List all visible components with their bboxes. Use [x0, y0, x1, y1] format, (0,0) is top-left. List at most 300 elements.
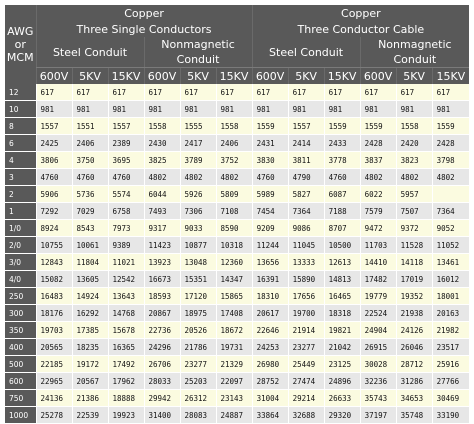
table-cell: 21982 — [432, 322, 469, 339]
table-cell: 21386 — [72, 390, 108, 407]
wire-size-cell: 1 — [5, 203, 36, 220]
table-cell: 16365 — [108, 339, 144, 356]
table-cell: 14410 — [360, 254, 396, 271]
table-cell: 23277 — [180, 356, 216, 373]
table-cell: 19700 — [288, 305, 324, 322]
table-cell: 11045 — [288, 237, 324, 254]
table-cell: 2428 — [360, 135, 396, 152]
wire-size-cell: 3/0 — [5, 254, 36, 271]
table-cell: 3823 — [396, 152, 432, 169]
table-cell: 8707 — [324, 220, 360, 237]
table-cell: 5989 — [252, 186, 288, 203]
table-cell: 11528 — [396, 237, 432, 254]
table-cell: 9317 — [144, 220, 180, 237]
table-cell: 22539 — [72, 407, 108, 424]
table-cell: 1555 — [180, 118, 216, 135]
table-cell: 4790 — [288, 169, 324, 186]
table-cell: 22646 — [252, 322, 288, 339]
table-row — [5, 101, 469, 118]
table-cell: 16292 — [72, 305, 108, 322]
table-cell: 13643 — [108, 288, 144, 305]
table-cell: 22736 — [144, 322, 180, 339]
table-cell: 19703 — [36, 322, 72, 339]
table-cell: 22185 — [36, 356, 72, 373]
table-cell: 7292 — [36, 203, 72, 220]
wire-size-cell: 600 — [5, 373, 36, 390]
table-cell: 981 — [36, 101, 72, 118]
table-cell: 1559 — [360, 118, 396, 135]
table-cell: 10877 — [180, 237, 216, 254]
table-cell: 22965 — [36, 373, 72, 390]
table-cell: 12613 — [324, 254, 360, 271]
table-cell: 26633 — [324, 390, 360, 407]
table-cell: 19731 — [216, 339, 252, 356]
table-cell: 3778 — [324, 152, 360, 169]
wire-size-cell: 1000 — [5, 407, 36, 424]
wire-size-cell: 350 — [5, 322, 36, 339]
table-row — [5, 288, 469, 305]
wire-size-cell: 8 — [5, 118, 36, 135]
table-cell: 981 — [144, 101, 180, 118]
table-row — [5, 118, 469, 135]
table-cell: 17385 — [72, 322, 108, 339]
table-cell: 3752 — [216, 152, 252, 169]
table-cell: 12843 — [36, 254, 72, 271]
awg-header-label: AWG or MCM — [6, 25, 34, 64]
table-cell: 24136 — [36, 390, 72, 407]
table-cell: 16465 — [324, 288, 360, 305]
table-cell: 617 — [324, 84, 360, 101]
table-cell: 1557 — [36, 118, 72, 135]
table-cell: 7108 — [216, 203, 252, 220]
table-cell: 20867 — [144, 305, 180, 322]
table-cell: 20526 — [180, 322, 216, 339]
voltage-header: 5KV — [396, 68, 432, 85]
voltage-header: 15KV — [324, 68, 360, 85]
table-cell: 3830 — [252, 152, 288, 169]
table-cell: 9472 — [360, 220, 396, 237]
table-cell: 617 — [432, 84, 469, 101]
table-cell: 22097 — [216, 373, 252, 390]
awg-header — [5, 5, 36, 84]
table-cell: 2414 — [288, 135, 324, 152]
conduit-header: Nonmagnetic Conduit — [360, 37, 469, 68]
table-cell: 19821 — [324, 322, 360, 339]
table-cell: 9052 — [432, 220, 469, 237]
table-cell: 2433 — [324, 135, 360, 152]
table-cell: 35743 — [360, 390, 396, 407]
table-cell: 617 — [144, 84, 180, 101]
wire-size-cell: 3 — [5, 169, 36, 186]
table-cell: 617 — [36, 84, 72, 101]
table-cell: 2425 — [36, 135, 72, 152]
table-cell: 17656 — [288, 288, 324, 305]
table-cell: 617 — [252, 84, 288, 101]
table-cell: 7973 — [108, 220, 144, 237]
table-cell: 17962 — [108, 373, 144, 390]
table-row — [5, 390, 469, 407]
table-cell: 28033 — [144, 373, 180, 390]
table-cell: 21938 — [396, 305, 432, 322]
table-cell: 4802 — [144, 169, 180, 186]
table-cell: 11423 — [144, 237, 180, 254]
table-row — [5, 169, 469, 186]
voltage-header-row — [5, 68, 469, 85]
table-cell: 28712 — [396, 356, 432, 373]
table-cell: 6044 — [144, 186, 180, 203]
subgroup-header-single: Three Single Conductors — [36, 22, 252, 37]
table-cell: 18310 — [252, 288, 288, 305]
table-row — [5, 203, 469, 220]
table-cell: 17492 — [108, 356, 144, 373]
conduit-header: Nonmagnetic Conduit — [144, 37, 252, 68]
table-cell: 981 — [216, 101, 252, 118]
voltage-header: 600V — [360, 68, 396, 85]
table-cell: 20163 — [432, 305, 469, 322]
table-cell: 5906 — [36, 186, 72, 203]
table-cell: 37197 — [360, 407, 396, 424]
table-cell: 18975 — [180, 305, 216, 322]
table-cell: 5827 — [288, 186, 324, 203]
wire-size-cell: 400 — [5, 339, 36, 356]
table-cell: 4802 — [216, 169, 252, 186]
table-row — [5, 186, 469, 203]
table-cell: 13656 — [252, 254, 288, 271]
table-cell: 2406 — [72, 135, 108, 152]
table-cell: 9209 — [252, 220, 288, 237]
table-cell: 19779 — [360, 288, 396, 305]
table-cell: 20565 — [36, 339, 72, 356]
table-cell: 2417 — [180, 135, 216, 152]
table-cell: 10755 — [36, 237, 72, 254]
table-cell: 2420 — [396, 135, 432, 152]
table-cell: 6022 — [360, 186, 396, 203]
table-cell: 617 — [288, 84, 324, 101]
table-row — [5, 84, 469, 101]
table-cell: 19172 — [72, 356, 108, 373]
table-cell: 25916 — [432, 356, 469, 373]
table-cell: 3825 — [144, 152, 180, 169]
conduit-header: Steel Conduit — [252, 37, 360, 68]
table-cell: 17120 — [180, 288, 216, 305]
table-cell: 10318 — [216, 237, 252, 254]
table-cell: 617 — [180, 84, 216, 101]
table-cell: 981 — [324, 101, 360, 118]
table-cell: 24126 — [396, 322, 432, 339]
table-cell: 1551 — [72, 118, 108, 135]
wire-size-cell: 500 — [5, 356, 36, 373]
table-cell: 11804 — [72, 254, 108, 271]
table-cell: 18001 — [432, 288, 469, 305]
table-cell: 20617 — [252, 305, 288, 322]
table-cell: 20567 — [72, 373, 108, 390]
table-cell: 28083 — [180, 407, 216, 424]
group-header-copper-single: Copper — [36, 5, 252, 22]
table-cell: 13048 — [180, 254, 216, 271]
table-cell: 7364 — [288, 203, 324, 220]
table-cell: 30469 — [432, 390, 469, 407]
table-cell: 4760 — [252, 169, 288, 186]
table-cell: 29214 — [288, 390, 324, 407]
table-cell: 617 — [396, 84, 432, 101]
wire-size-cell: 12 — [5, 84, 36, 101]
table-cell: 15865 — [216, 288, 252, 305]
table-row — [5, 135, 469, 152]
table-row — [5, 373, 469, 390]
table-cell: 14924 — [72, 288, 108, 305]
table-cell: 1559 — [252, 118, 288, 135]
table-cell: 26046 — [396, 339, 432, 356]
voltage-header: 15KV — [432, 68, 469, 85]
table-cell: 24253 — [252, 339, 288, 356]
table-row — [5, 322, 469, 339]
table-cell: 21329 — [216, 356, 252, 373]
table-cell: 24904 — [360, 322, 396, 339]
table-cell: 16012 — [432, 271, 469, 288]
table-cell: 12542 — [108, 271, 144, 288]
table-cell: 9033 — [180, 220, 216, 237]
table-cell: 24887 — [216, 407, 252, 424]
table-cell: 7188 — [324, 203, 360, 220]
voltage-header: 600V — [252, 68, 288, 85]
subgroup-header-cable: Three Conductor Cable — [252, 22, 469, 37]
table-cell: 31400 — [144, 407, 180, 424]
table-cell: 23517 — [432, 339, 469, 356]
table-row — [5, 152, 469, 169]
wire-size-cell: 10 — [5, 101, 36, 118]
table-cell: 3695 — [108, 152, 144, 169]
table-row — [5, 254, 469, 271]
table-cell: 18593 — [144, 288, 180, 305]
table-cell: 5736 — [72, 186, 108, 203]
table-cell: 18235 — [72, 339, 108, 356]
table-cell: 32236 — [360, 373, 396, 390]
table-cell: 981 — [432, 101, 469, 118]
table-cell: 4760 — [72, 169, 108, 186]
table-cell: 13333 — [288, 254, 324, 271]
table-row — [5, 237, 469, 254]
table-header — [5, 5, 469, 84]
table-cell: 7579 — [360, 203, 396, 220]
table-cell: 18672 — [216, 322, 252, 339]
table-cell: 13461 — [432, 254, 469, 271]
table-cell: 30028 — [360, 356, 396, 373]
table-cell: 10061 — [72, 237, 108, 254]
table-cell: 1558 — [396, 118, 432, 135]
table-cell: 981 — [180, 101, 216, 118]
table-cell: 18888 — [108, 390, 144, 407]
table-cell: 33190 — [432, 407, 469, 424]
table-cell: 17482 — [360, 271, 396, 288]
wire-size-cell: 250 — [5, 288, 36, 305]
table-cell: 9372 — [396, 220, 432, 237]
table-body — [5, 84, 469, 424]
group-header-copper-cable: Copper — [252, 5, 469, 22]
table-cell — [432, 186, 469, 203]
table-cell: 5574 — [108, 186, 144, 203]
table-row — [5, 339, 469, 356]
table-cell: 11021 — [108, 254, 144, 271]
table-cell: 19352 — [396, 288, 432, 305]
conduit-header: Steel Conduit — [36, 37, 144, 68]
table-cell: 26706 — [144, 356, 180, 373]
table-row — [5, 220, 469, 237]
table-cell: 14768 — [108, 305, 144, 322]
table-cell: 23277 — [288, 339, 324, 356]
table-cell: 11703 — [360, 237, 396, 254]
table-cell: 4760 — [36, 169, 72, 186]
wire-size-cell: 4/0 — [5, 271, 36, 288]
table-cell: 1557 — [108, 118, 144, 135]
voltage-header: 5KV — [180, 68, 216, 85]
table-cell: 7364 — [432, 203, 469, 220]
wire-size-cell: 750 — [5, 390, 36, 407]
table-cell: 17408 — [216, 305, 252, 322]
table-cell: 3837 — [360, 152, 396, 169]
table-cell: 1558 — [216, 118, 252, 135]
table-cell: 4802 — [432, 169, 469, 186]
table-cell: 18318 — [324, 305, 360, 322]
table-cell: 23143 — [216, 390, 252, 407]
table-cell: 27474 — [288, 373, 324, 390]
table-cell: 24296 — [144, 339, 180, 356]
wire-size-cell: 4 — [5, 152, 36, 169]
table-cell: 8543 — [72, 220, 108, 237]
table-cell: 16391 — [252, 271, 288, 288]
table-cell: 25203 — [180, 373, 216, 390]
table-cell: 31286 — [396, 373, 432, 390]
table-cell: 8924 — [36, 220, 72, 237]
voltage-header: 600V — [144, 68, 180, 85]
table-cell: 2431 — [252, 135, 288, 152]
table-cell: 617 — [360, 84, 396, 101]
table-cell: 16673 — [144, 271, 180, 288]
table-cell: 21786 — [180, 339, 216, 356]
wire-size-cell: 300 — [5, 305, 36, 322]
table-cell: 3806 — [36, 152, 72, 169]
table-row — [5, 305, 469, 322]
wire-size-cell: 6 — [5, 135, 36, 152]
table-cell: 7507 — [396, 203, 432, 220]
voltage-header: 5KV — [72, 68, 108, 85]
table-cell: 617 — [216, 84, 252, 101]
table-cell: 35748 — [396, 407, 432, 424]
table-cell: 10500 — [324, 237, 360, 254]
table-cell: 21914 — [288, 322, 324, 339]
table-cell: 25449 — [288, 356, 324, 373]
table-cell: 11052 — [432, 237, 469, 254]
table-cell: 15678 — [108, 322, 144, 339]
table-cell: 4760 — [108, 169, 144, 186]
table-cell: 9389 — [108, 237, 144, 254]
table-cell: 23125 — [324, 356, 360, 373]
table-cell: 29320 — [324, 407, 360, 424]
table-cell: 33864 — [252, 407, 288, 424]
table-cell: 26915 — [360, 339, 396, 356]
table-cell: 3750 — [72, 152, 108, 169]
voltage-header: 15KV — [216, 68, 252, 85]
table-cell: 32688 — [288, 407, 324, 424]
table-cell: 12360 — [216, 254, 252, 271]
table-cell: 6087 — [324, 186, 360, 203]
table-cell: 4760 — [324, 169, 360, 186]
table-cell: 14347 — [216, 271, 252, 288]
table-cell: 981 — [360, 101, 396, 118]
table-cell: 34653 — [396, 390, 432, 407]
table-row — [5, 407, 469, 424]
table-cell: 1557 — [288, 118, 324, 135]
table-cell: 5809 — [216, 186, 252, 203]
table-cell: 26312 — [180, 390, 216, 407]
table-cell: 28752 — [252, 373, 288, 390]
table-cell: 3789 — [180, 152, 216, 169]
table-cell: 2406 — [216, 135, 252, 152]
table-cell: 24896 — [324, 373, 360, 390]
table-cell: 3811 — [288, 152, 324, 169]
table-cell: 981 — [252, 101, 288, 118]
table-cell: 7306 — [180, 203, 216, 220]
table-cell: 1558 — [144, 118, 180, 135]
table-cell: 7454 — [252, 203, 288, 220]
wire-size-cell: 1/0 — [5, 220, 36, 237]
table-row — [5, 356, 469, 373]
wire-size-cell: 2 — [5, 186, 36, 203]
table-cell: 13605 — [72, 271, 108, 288]
table-cell: 15082 — [36, 271, 72, 288]
table-cell: 19923 — [108, 407, 144, 424]
voltage-header: 600V — [36, 68, 72, 85]
table-cell: 5957 — [396, 186, 432, 203]
table-cell: 981 — [288, 101, 324, 118]
table-cell: 14813 — [324, 271, 360, 288]
table-cell: 7493 — [144, 203, 180, 220]
table-cell: 17019 — [396, 271, 432, 288]
table-cell: 21042 — [324, 339, 360, 356]
table-cell: 22524 — [360, 305, 396, 322]
table-cell: 31004 — [252, 390, 288, 407]
table-cell: 14118 — [396, 254, 432, 271]
table-cell: 981 — [108, 101, 144, 118]
table-cell: 617 — [108, 84, 144, 101]
ampacity-table — [5, 5, 470, 424]
table-cell: 27766 — [432, 373, 469, 390]
table-cell: 13923 — [144, 254, 180, 271]
table-cell: 2428 — [432, 135, 469, 152]
table-cell: 1559 — [432, 118, 469, 135]
table-cell: 4802 — [180, 169, 216, 186]
table-cell: 6758 — [108, 203, 144, 220]
table-cell: 2430 — [144, 135, 180, 152]
table-cell: 15890 — [288, 271, 324, 288]
table-cell: 18176 — [36, 305, 72, 322]
table-cell: 2389 — [108, 135, 144, 152]
table-cell: 29942 — [144, 390, 180, 407]
table-cell: 9086 — [288, 220, 324, 237]
table-cell: 25278 — [36, 407, 72, 424]
table-cell: 3798 — [432, 152, 469, 169]
table-cell: 617 — [72, 84, 108, 101]
table-cell: 4802 — [396, 169, 432, 186]
table-cell: 5926 — [180, 186, 216, 203]
table-cell: 981 — [396, 101, 432, 118]
table-cell: 4802 — [360, 169, 396, 186]
table-cell: 26980 — [252, 356, 288, 373]
table-row — [5, 271, 469, 288]
table-cell: 7029 — [72, 203, 108, 220]
table-container — [5, 5, 469, 420]
voltage-header: 5KV — [288, 68, 324, 85]
table-cell: 1559 — [324, 118, 360, 135]
